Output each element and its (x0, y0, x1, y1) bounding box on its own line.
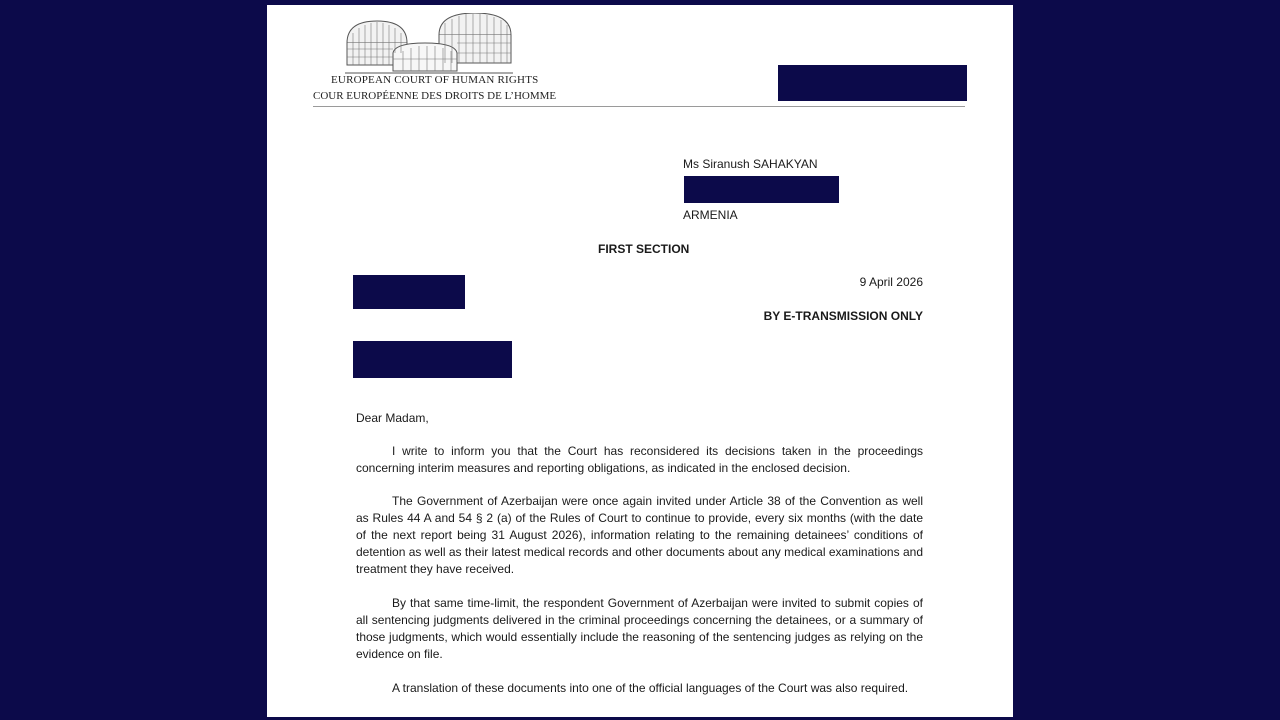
body-paragraph-4: A translation of these documents into one of the official languages of the Court was also required. (392, 681, 909, 695)
body-paragraph-1: I write to inform you that the Court has reconsidered its decisions taken in the proceedings concerning interim measures and reporting obligations, as indicated in the enclosed decision. (356, 444, 923, 475)
section-heading: FIRST SECTION (598, 242, 690, 256)
salutation: Dear Madam, (356, 411, 429, 425)
redaction-reference (778, 65, 967, 101)
court-name-en: EUROPEAN COURT OF HUMAN RIGHTS (331, 74, 539, 86)
letter-date: 9 April 2026 (859, 275, 923, 289)
body-paragraph-2: The Government of Azerbaijan were once again invited under Article 38 of the Convention as well as Rules 44 A and 54 § 2 (a) of the Rules of Court to continue to provide, every six months (with the date of the next report being 31 August 2026), information relating to the remaining detainees’ conditions of detention as well as their latest medical records and other documents about any medical examinations and treatment they have received. (356, 494, 923, 576)
body-paragraph-3: By that same time-limit, the respondent Government of Azerbaijan were invited to submit copies of all sentencing judgments delivered in the criminal proceedings concerning the detainees, or a summary of those judgments, which would essentially include the reasoning of the sentencing judges as relying on the evidence on file. (356, 596, 923, 661)
redaction-application-number (353, 275, 465, 309)
addressee-country: ARMENIA (683, 208, 738, 222)
header-divider (313, 106, 965, 107)
redaction-address (684, 176, 839, 203)
court-name-fr: COUR EUROPÉENNE DES DROITS DE L’HOMME (313, 90, 557, 102)
addressee-name: Ms Siranush SAHAKYAN (683, 157, 818, 171)
redaction-case-name (353, 341, 512, 378)
court-logo-icon (345, 13, 515, 75)
transmission-note: BY E-TRANSMISSION ONLY (763, 309, 923, 323)
letter-page (267, 5, 1013, 717)
